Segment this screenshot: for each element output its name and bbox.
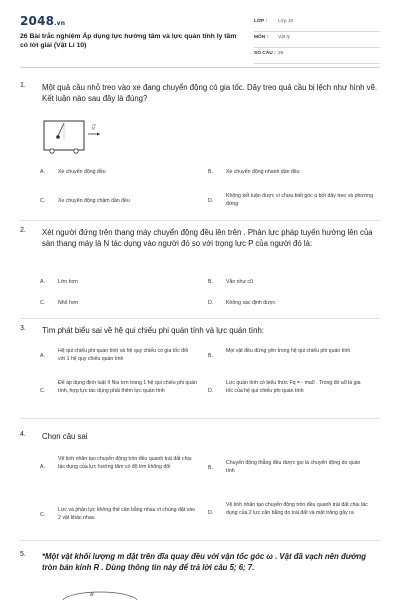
question-text: Chọn câu sai [42, 432, 88, 441]
option-letter: A. [40, 279, 45, 285]
meta-key: MÔN : [254, 35, 269, 40]
option-text: Xe chuyển động nhanh dần đều [226, 169, 300, 175]
question-text: Một quả cầu nhỏ treo vào xe đang chuyển động có gia tốc. Dây treo quả cầu bị lệch như hình vẽ. Kết luận nào sau đây là đúng? [42, 83, 378, 103]
option-letter: B. [208, 465, 213, 471]
document-header [20, 14, 380, 66]
option-text: Lực quán tính có biểu thức Fq = - ma0 . Trong đó a0 là gia tốc của hệ qui chiếu phi quán tính [226, 380, 361, 394]
option-letter: D. [208, 300, 214, 306]
disc-outline [62, 592, 138, 600]
site-logo[interactable] [20, 14, 65, 28]
question-separator [20, 220, 380, 221]
meta-key: SỐ CÂU : [254, 51, 276, 56]
option-text: Vệ tinh nhân tạo chuyển động tròn đều quanh trái đất chịu tác dụng của 2 lực cân bằng do trái đất và mặt trăng gây ra [226, 502, 368, 516]
velocity-arrowhead [97, 133, 100, 136]
radius-label: R [90, 592, 94, 598]
cart-pendulum-figure [42, 118, 104, 156]
meta-key: LỚP : [254, 19, 268, 24]
logo-main: 2048 [20, 14, 55, 28]
option-text: Chuyển động thẳng đều được gọi là chuyển động do quán tính [226, 460, 361, 474]
question-separator [20, 540, 380, 541]
meta-value: Vật lý [278, 35, 290, 40]
option-letter: A. [40, 169, 45, 175]
option-text: Vệ tinh nhân tạo chuyển động tròn đều quanh trái đất chịu tác dụng của lực hướng tâm có độ lớn không đổi [58, 456, 192, 470]
option-letter: D. [208, 388, 214, 394]
option-letter: A. [40, 353, 45, 359]
question-text: *Một vật khối lượng m đặt trên đĩa quay đều với vận tốc góc ω . Vật đã vạch nên đường tròn bán kính R . Dùng thông tin này để trả lời câu 5; 6; 7. [42, 552, 367, 572]
option-text: Để áp dụng định luật II Niu tơn trong 1 hệ qui chiếu phi quán tính, hợp lực tác dụng phải thêm lực quán tính [58, 380, 197, 394]
cart-wheel [74, 149, 78, 153]
cart-wheel [50, 149, 54, 153]
option-text: Không kết luận được vì chưa biết góc α bởi dây treo và phương đứng [226, 193, 374, 207]
option-letter: B. [208, 169, 213, 175]
option-letter: D. [208, 510, 214, 516]
meta-value: Lớp 10 [278, 19, 294, 24]
option-text: Mọi vật đều đứng yên trong hệ qui chiếu phi quán tính [226, 348, 351, 354]
document-meta [254, 16, 380, 64]
option-letter: B. [208, 353, 213, 359]
question-number: 5. [20, 551, 26, 558]
meta-row-count [254, 48, 380, 64]
option-letter: B. [208, 279, 213, 285]
option-letter: C. [40, 388, 46, 394]
option-text: Hệ qui chiếu phi quán tính và hệ quy chiếu có gia tốc đối với 1 hệ quy chiếu quán tính [58, 348, 189, 362]
logo-suffix: .vn [54, 20, 66, 27]
option-letter: A. [40, 464, 45, 470]
question-separator [20, 318, 380, 319]
question-separator [20, 418, 380, 419]
option-text: Xe chuyển động chậm dần đều [58, 198, 130, 204]
option-text: Vẫn như cũ [226, 279, 253, 285]
meta-row-class [254, 16, 380, 32]
meta-value: 26 [278, 51, 284, 56]
question-number: 4. [20, 431, 26, 438]
question-number: 3. [20, 325, 26, 332]
question-number: 1. [20, 82, 26, 89]
question-text: Xét người đứng trên thang máy chuyển động đều lên trên . Phản lực pháp tuyến hướng lên của sàn thang máy là N tác dụng vào người đó so với trọng lực P của người đó là: [42, 228, 373, 248]
header-divider [20, 67, 380, 68]
meta-row-subject [254, 32, 380, 48]
option-letter: D. [208, 198, 214, 204]
option-text: Không xác định được [226, 300, 276, 306]
disc-figure [60, 588, 160, 600]
question-text: Tìm phát biểu sai về hệ qui chiếu phi quán tính và lực quán tính: [42, 326, 264, 335]
option-text: Xe chuyển động đều [58, 169, 106, 175]
option-letter: C. [40, 512, 46, 518]
option-text: Nhỏ hơn [58, 300, 79, 306]
document-title: 26 Bài trắc nghiệm Áp dụng lực hướng tâm và lực quán tính ly tâm có lời giải (Vật Lí 10) [20, 33, 237, 49]
option-letter: C. [40, 198, 46, 204]
pendulum-ball [56, 135, 60, 139]
velocity-label: v [92, 126, 95, 132]
option-text: Lớn hơn [58, 279, 78, 285]
option-text: Lực và phản lực không thể cân bằng nhau vì chúng đặt vào 2 vật khác nhau [58, 507, 196, 521]
pendulum-string [58, 123, 64, 136]
cart-body [44, 121, 84, 150]
option-letter: C. [40, 300, 46, 306]
question-number: 2. [20, 227, 26, 234]
